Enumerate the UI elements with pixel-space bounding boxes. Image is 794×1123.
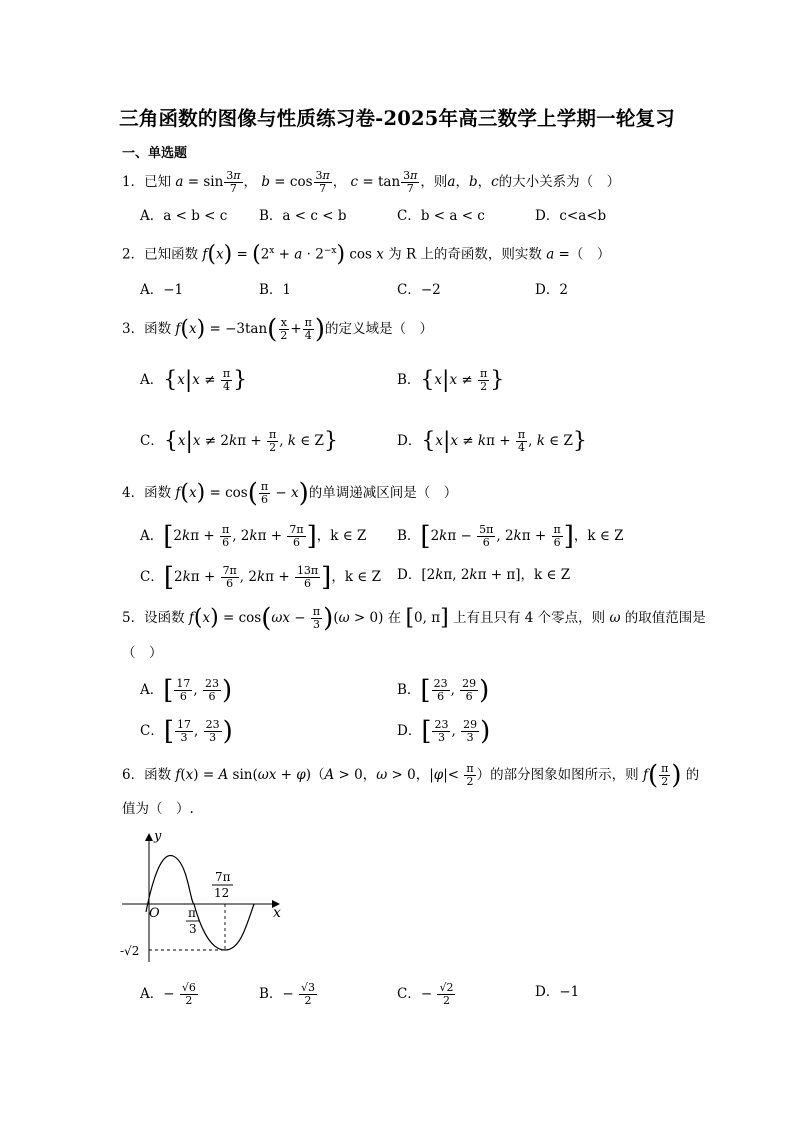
q1-option-c: C．b < a < c bbox=[397, 208, 485, 224]
question-5-cont: （ ） bbox=[122, 645, 163, 661]
q6-option-d: D．−1 bbox=[535, 984, 580, 1000]
q4-option-a: A．[2kπ + $\frac{\pi}{6}$ , 2kπ + $\frac{7\pi}{6}$ ]，k ∈ Z bbox=[140, 521, 367, 552]
q4-option-b: B．[2kπ − $\frac{5\pi}{6}$ , 2kπ + $\frac{\pi}{6}$ ]，k ∈ Z bbox=[397, 521, 624, 552]
y-axis-arrow bbox=[145, 833, 153, 841]
question-1: 1．已知 a = sin $\frac{3\pi}{7}$ ， b = cos $\frac{3\pi}{7}$ ， c = tan $\frac{3\pi}{7}$ ，则a，b，c的大小关系为（ ） bbox=[122, 169, 621, 195]
question-6-cont: 值为（ ）. bbox=[122, 801, 194, 817]
q2-option-a: A．−1 bbox=[140, 282, 184, 298]
tick-pi3-den: 3 bbox=[189, 922, 197, 936]
q2-option-c: C．−2 bbox=[397, 282, 441, 298]
tick-7pi12-den: 12 bbox=[214, 886, 230, 900]
q6-option-c: C．− $\frac{√2}{2}$ bbox=[397, 981, 454, 1007]
q3-option-d: D．{x|x ≠ kπ + $\frac{\pi}{4}$ , k ∈ Z} bbox=[397, 428, 587, 454]
tick-pi3-num: π bbox=[188, 906, 196, 920]
question-5: 5．设函数 f(x) = cos(ωx − $\frac{\pi}{3}$ )(ω > 0) 在 [0, π] 上有且只有 4 个零点，则 ω 的取值范围是 bbox=[122, 603, 706, 634]
sine-curve bbox=[146, 855, 254, 950]
q5-option-c: C．[ $\frac{17}{3}$ , $\frac{23}{3}$ ) bbox=[140, 716, 233, 747]
question-3: 3．函数 f(x) = −3tan( $\frac{x}{2}$ + $\frac{\pi}{4}$ )的定义域是（ ） bbox=[122, 314, 434, 345]
q3-option-a: A．{x|x ≠ $\frac{\pi}{4}$ } bbox=[140, 367, 248, 393]
y-label: y bbox=[154, 829, 162, 844]
x-label: x bbox=[273, 905, 281, 921]
min-label: -√2 bbox=[120, 944, 140, 958]
q2-option-d: D．2 bbox=[535, 282, 568, 298]
q4-option-d: D．[2kπ, 2kπ + π]，k ∈ Z bbox=[397, 567, 571, 583]
section-heading: 一、单选题 bbox=[122, 146, 188, 161]
q3-option-c: C．{x|x ≠ 2kπ + $\frac{\pi}{2}$ , k ∈ Z} bbox=[140, 428, 338, 454]
q5-option-d: D．[ $\frac{23}{3}$ , $\frac{29}{3}$ ) bbox=[397, 716, 491, 747]
q1-option-d: D．c<a<b bbox=[535, 208, 607, 224]
q6-option-a: A．− $\frac{√6}{2}$ bbox=[140, 981, 196, 1007]
question-6: 6．函数 f(x) = A sin(ωx + φ)（A > 0，ω > 0，|φ|< $\frac{\pi}{2}$ ）的部分图象如图所示，则 f( $\frac{\pi}{2}$ ) 的 bbox=[122, 760, 700, 791]
origin-label: O bbox=[149, 906, 160, 921]
q5-option-b: B．[ $\frac{23}{6}$ , $\frac{29}{6}$ ) bbox=[397, 675, 490, 706]
page-title: 三角函数的图像与性质练习卷-2025年高三数学上学期一轮复习 bbox=[119, 107, 675, 130]
question-4: 4．函数 f(x) = cos( $\frac{\pi}{6}$ − x)的单调递减区间是（ ） bbox=[122, 478, 458, 509]
q5-option-a: A．[ $\frac{17}{6}$ , $\frac{23}{6}$ ) bbox=[140, 675, 233, 706]
q4-option-c: C．[2kπ + $\frac{7\pi}{6}$ , 2kπ + $\frac{13\pi}{6}$ ]，k ∈ Z bbox=[140, 562, 381, 593]
question-2: 2．已知函数 $f(x) = (2^x + a \cdot 2^{-x})$ cos x 为 R 上的奇函数，则实数 a =（ ） bbox=[122, 242, 611, 267]
q1-option-a: A．a < b < c bbox=[140, 208, 228, 224]
tick-7pi12-num: 7π bbox=[215, 870, 231, 884]
q1-option-b: B．a < c < b bbox=[259, 208, 347, 224]
q6-option-b: B．− $\frac{√3}{2}$ bbox=[259, 981, 316, 1007]
q2-option-b: B．1 bbox=[259, 282, 292, 298]
sine-graph bbox=[118, 822, 298, 972]
q3-option-b: B．{x|x ≠ $\frac{\pi}{2}$ } bbox=[397, 367, 505, 393]
